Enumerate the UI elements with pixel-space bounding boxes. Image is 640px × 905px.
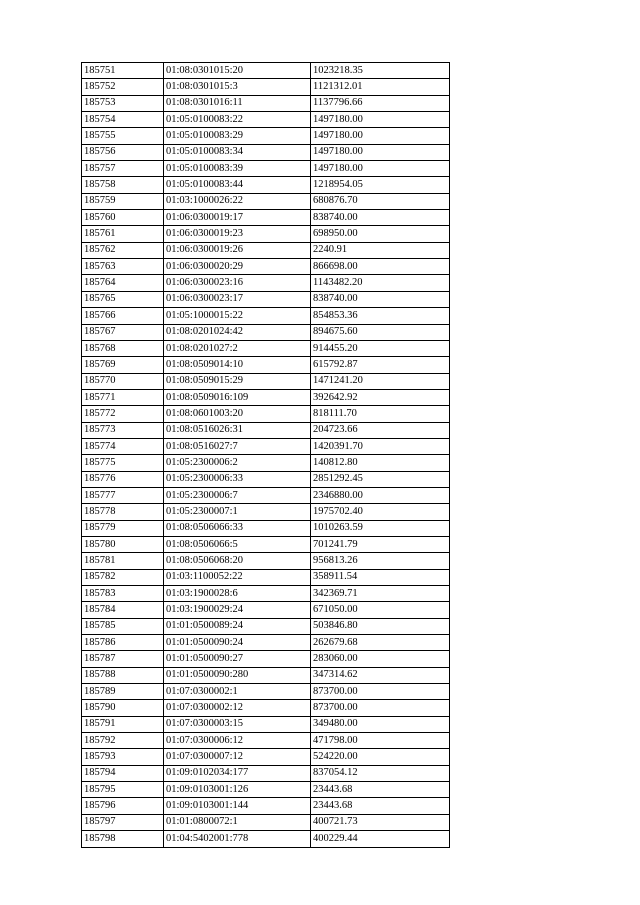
cadastral-number-cell: 01:07:0300006:12 [164, 733, 311, 749]
value-cell: 1497180.00 [311, 128, 450, 144]
cadastral-number-cell: 01:05:0100083:22 [164, 112, 311, 128]
row-number-cell: 185779 [82, 520, 164, 536]
row-number-cell: 185775 [82, 455, 164, 471]
row-number-cell: 185758 [82, 177, 164, 193]
value-cell: 503846.80 [311, 618, 450, 634]
table-row [82, 79, 450, 95]
row-number-cell: 185753 [82, 95, 164, 111]
table-row [82, 520, 450, 536]
table-row [82, 389, 450, 405]
value-cell: 342369.71 [311, 586, 450, 602]
row-number-cell: 185770 [82, 373, 164, 389]
cadastral-number-cell: 01:03:1000026:22 [164, 193, 311, 209]
table-row [82, 357, 450, 373]
row-number-cell: 185790 [82, 700, 164, 716]
table-row [82, 291, 450, 307]
value-cell: 23443.68 [311, 798, 450, 814]
table-row [82, 193, 450, 209]
value-cell: 866698.00 [311, 259, 450, 275]
value-cell: 140812.80 [311, 455, 450, 471]
row-number-cell: 185797 [82, 814, 164, 830]
row-number-cell: 185772 [82, 406, 164, 422]
table-row [82, 210, 450, 226]
table-row [82, 733, 450, 749]
row-number-cell: 185768 [82, 340, 164, 356]
value-cell: 2240.91 [311, 242, 450, 258]
table-row [82, 112, 450, 128]
cadastral-number-cell: 01:07:0300002:1 [164, 684, 311, 700]
row-number-cell: 185761 [82, 226, 164, 242]
value-cell: 1497180.00 [311, 144, 450, 160]
cadastral-number-cell: 01:05:0100083:39 [164, 161, 311, 177]
table-body [82, 63, 450, 848]
table-row [82, 782, 450, 798]
cadastral-number-cell: 01:08:0516026:31 [164, 422, 311, 438]
table-row [82, 144, 450, 160]
row-number-cell: 185773 [82, 422, 164, 438]
cadastral-number-cell: 01:08:0516027:7 [164, 438, 311, 454]
table-row [82, 504, 450, 520]
table-row [82, 242, 450, 258]
cadastral-number-cell: 01:07:0300002:12 [164, 700, 311, 716]
row-number-cell: 185756 [82, 144, 164, 160]
row-number-cell: 185798 [82, 831, 164, 847]
value-cell: 837054.12 [311, 765, 450, 781]
value-cell: 873700.00 [311, 684, 450, 700]
table-row [82, 438, 450, 454]
value-cell: 1137796.66 [311, 95, 450, 111]
value-cell: 23443.68 [311, 782, 450, 798]
table-row [82, 177, 450, 193]
value-cell: 1471241.20 [311, 373, 450, 389]
value-cell: 349480.00 [311, 716, 450, 732]
cadastral-number-cell: 01:05:0100083:34 [164, 144, 311, 160]
row-number-cell: 185767 [82, 324, 164, 340]
table-row [82, 700, 450, 716]
table-row [82, 831, 450, 847]
value-cell: 283060.00 [311, 651, 450, 667]
table-row [82, 798, 450, 814]
cadastral-number-cell: 01:05:2300006:2 [164, 455, 311, 471]
table-row [82, 487, 450, 503]
cadastral-number-cell: 01:08:0506066:5 [164, 536, 311, 552]
row-number-cell: 185777 [82, 487, 164, 503]
cadastral-number-cell: 01:06:0300019:26 [164, 242, 311, 258]
cadastral-number-cell: 01:03:1900029:24 [164, 602, 311, 618]
row-number-cell: 185751 [82, 63, 164, 79]
cadastral-number-cell: 01:08:0509014:10 [164, 357, 311, 373]
table-row [82, 63, 450, 79]
row-number-cell: 185771 [82, 389, 164, 405]
table-row [82, 406, 450, 422]
row-number-cell: 185792 [82, 733, 164, 749]
value-cell: 873700.00 [311, 700, 450, 716]
cadastral-number-cell: 01:08:0201027:2 [164, 340, 311, 356]
cadastral-number-cell: 01:06:0300019:23 [164, 226, 311, 242]
cadastral-number-cell: 01:08:0506066:33 [164, 520, 311, 536]
cadastral-value-table [81, 62, 450, 848]
cadastral-number-cell: 01:03:1100052:22 [164, 569, 311, 585]
value-cell: 2346880.00 [311, 487, 450, 503]
value-cell: 347314.62 [311, 667, 450, 683]
value-cell: 400229.44 [311, 831, 450, 847]
table-row [82, 324, 450, 340]
row-number-cell: 185788 [82, 667, 164, 683]
value-cell: 671050.00 [311, 602, 450, 618]
cadastral-number-cell: 01:09:0102034:177 [164, 765, 311, 781]
value-cell: 680876.70 [311, 193, 450, 209]
row-number-cell: 185794 [82, 765, 164, 781]
cadastral-number-cell: 01:05:2300006:7 [164, 487, 311, 503]
table-row [82, 128, 450, 144]
table-row [82, 95, 450, 111]
row-number-cell: 185785 [82, 618, 164, 634]
row-number-cell: 185760 [82, 210, 164, 226]
cadastral-number-cell: 01:09:0103001:144 [164, 798, 311, 814]
cadastral-number-cell: 01:05:0100083:29 [164, 128, 311, 144]
table-row [82, 814, 450, 830]
row-number-cell: 185793 [82, 749, 164, 765]
cadastral-number-cell: 01:08:0506068:20 [164, 553, 311, 569]
value-cell: 1420391.70 [311, 438, 450, 454]
cadastral-number-cell: 01:05:0100083:44 [164, 177, 311, 193]
table-row [82, 667, 450, 683]
row-number-cell: 185752 [82, 79, 164, 95]
row-number-cell: 185755 [82, 128, 164, 144]
cadastral-number-cell: 01:07:0300003:15 [164, 716, 311, 732]
value-cell: 471798.00 [311, 733, 450, 749]
value-cell: 1497180.00 [311, 161, 450, 177]
value-cell: 1143482.20 [311, 275, 450, 291]
cadastral-number-cell: 01:06:0300023:16 [164, 275, 311, 291]
row-number-cell: 185769 [82, 357, 164, 373]
cadastral-number-cell: 01:05:1000015:22 [164, 308, 311, 324]
value-cell: 1023218.35 [311, 63, 450, 79]
table-row [82, 422, 450, 438]
row-number-cell: 185764 [82, 275, 164, 291]
cadastral-number-cell: 01:08:0201024:42 [164, 324, 311, 340]
row-number-cell: 185787 [82, 651, 164, 667]
table-row [82, 259, 450, 275]
table-row [82, 536, 450, 552]
table-row [82, 651, 450, 667]
value-cell: 838740.00 [311, 210, 450, 226]
row-number-cell: 185795 [82, 782, 164, 798]
value-cell: 262679.68 [311, 635, 450, 651]
table-row [82, 471, 450, 487]
row-number-cell: 185762 [82, 242, 164, 258]
table-row [82, 586, 450, 602]
table-row [82, 684, 450, 700]
cadastral-number-cell: 01:08:0601003:20 [164, 406, 311, 422]
value-cell: 204723.66 [311, 422, 450, 438]
cadastral-number-cell: 01:08:0509016:109 [164, 389, 311, 405]
value-cell: 615792.87 [311, 357, 450, 373]
table-row [82, 765, 450, 781]
table-row [82, 635, 450, 651]
row-number-cell: 185765 [82, 291, 164, 307]
row-number-cell: 185763 [82, 259, 164, 275]
table-row [82, 373, 450, 389]
cadastral-number-cell: 01:08:0301015:3 [164, 79, 311, 95]
cadastral-number-cell: 01:01:0500090:24 [164, 635, 311, 651]
cadastral-number-cell: 01:06:0300023:17 [164, 291, 311, 307]
row-number-cell: 185759 [82, 193, 164, 209]
value-cell: 818111.70 [311, 406, 450, 422]
cadastral-number-cell: 01:05:2300006:33 [164, 471, 311, 487]
value-cell: 524220.00 [311, 749, 450, 765]
cadastral-number-cell: 01:08:0301016:11 [164, 95, 311, 111]
row-number-cell: 185776 [82, 471, 164, 487]
value-cell: 838740.00 [311, 291, 450, 307]
table-row [82, 275, 450, 291]
cadastral-number-cell: 01:08:0301015:20 [164, 63, 311, 79]
table-row [82, 618, 450, 634]
cadastral-number-cell: 01:03:1900028:6 [164, 586, 311, 602]
row-number-cell: 185778 [82, 504, 164, 520]
table-row [82, 602, 450, 618]
value-cell: 400721.73 [311, 814, 450, 830]
value-cell: 701241.79 [311, 536, 450, 552]
table-row [82, 308, 450, 324]
value-cell: 1010263.59 [311, 520, 450, 536]
row-number-cell: 185754 [82, 112, 164, 128]
table-row [82, 569, 450, 585]
cadastral-number-cell: 01:01:0500090:280 [164, 667, 311, 683]
row-number-cell: 185780 [82, 536, 164, 552]
cadastral-number-cell: 01:01:0500090:27 [164, 651, 311, 667]
cadastral-number-cell: 01:09:0103001:126 [164, 782, 311, 798]
table-row [82, 749, 450, 765]
cadastral-number-cell: 01:01:0800072:1 [164, 814, 311, 830]
cadastral-number-cell: 01:07:0300007:12 [164, 749, 311, 765]
row-number-cell: 185757 [82, 161, 164, 177]
value-cell: 1121312.01 [311, 79, 450, 95]
row-number-cell: 185783 [82, 586, 164, 602]
row-number-cell: 185789 [82, 684, 164, 700]
cadastral-number-cell: 01:06:0300019:17 [164, 210, 311, 226]
row-number-cell: 185781 [82, 553, 164, 569]
table-row [82, 340, 450, 356]
value-cell: 1975702.40 [311, 504, 450, 520]
value-cell: 854853.36 [311, 308, 450, 324]
value-cell: 1497180.00 [311, 112, 450, 128]
table-row [82, 716, 450, 732]
row-number-cell: 185796 [82, 798, 164, 814]
row-number-cell: 185784 [82, 602, 164, 618]
table-row [82, 161, 450, 177]
cadastral-number-cell: 01:08:0509015:29 [164, 373, 311, 389]
cadastral-number-cell: 01:04:5402001:778 [164, 831, 311, 847]
value-cell: 698950.00 [311, 226, 450, 242]
row-number-cell: 185774 [82, 438, 164, 454]
value-cell: 1218954.05 [311, 177, 450, 193]
value-cell: 2851292.45 [311, 471, 450, 487]
cadastral-number-cell: 01:01:0500089:24 [164, 618, 311, 634]
value-cell: 358911.54 [311, 569, 450, 585]
value-cell: 956813.26 [311, 553, 450, 569]
table-row [82, 553, 450, 569]
row-number-cell: 185786 [82, 635, 164, 651]
value-cell: 914455.20 [311, 340, 450, 356]
table-row [82, 226, 450, 242]
table-row [82, 455, 450, 471]
row-number-cell: 185782 [82, 569, 164, 585]
spreadsheet-page [81, 62, 450, 848]
cadastral-number-cell: 01:05:2300007:1 [164, 504, 311, 520]
row-number-cell: 185766 [82, 308, 164, 324]
value-cell: 894675.60 [311, 324, 450, 340]
row-number-cell: 185791 [82, 716, 164, 732]
cadastral-number-cell: 01:06:0300020:29 [164, 259, 311, 275]
value-cell: 392642.92 [311, 389, 450, 405]
